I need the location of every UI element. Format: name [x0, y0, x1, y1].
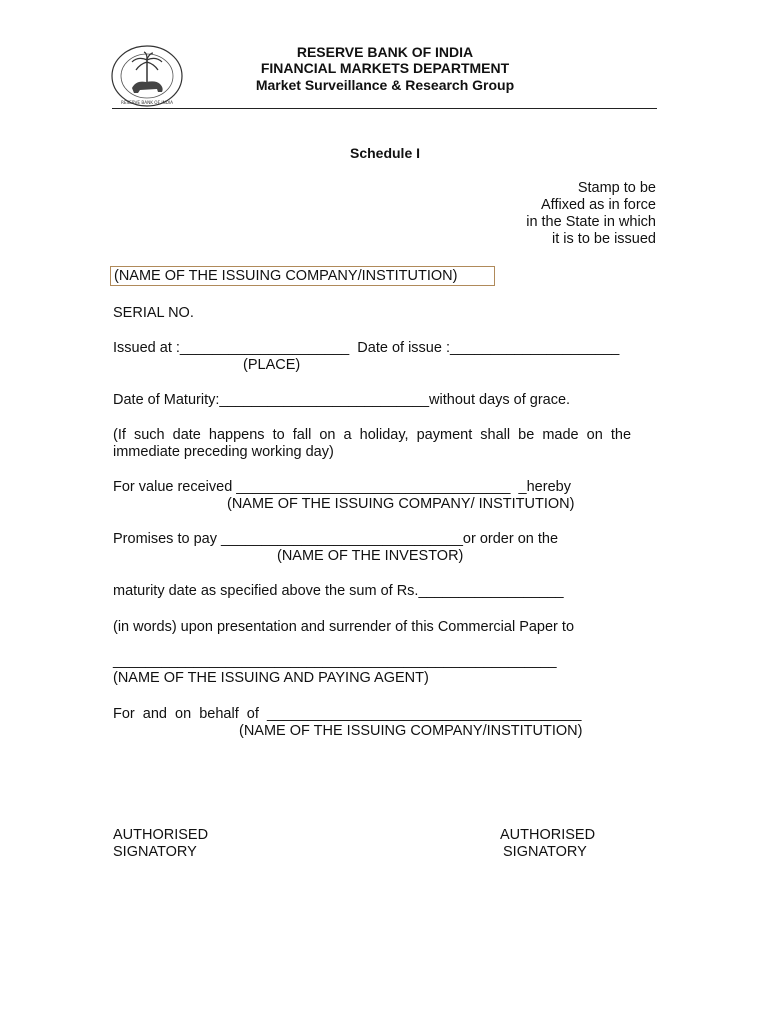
holiday-note-line2: immediate preceding working day) [113, 444, 334, 460]
behalf-line: For and on behalf of _______________________________________ [113, 706, 582, 722]
org-name: RESERVE BANK OF INDIA [296, 44, 474, 60]
issuer-name-box: (NAME OF THE ISSUING COMPANY/INSTITUTION) [110, 266, 495, 286]
group-name: Market Surveillance & Research Group [255, 77, 515, 93]
value-received-label: (NAME OF THE ISSUING COMPANY/ INSTITUTION) [227, 496, 575, 512]
header-divider [112, 108, 657, 109]
agent-label: (NAME OF THE ISSUING AND PAYING AGENT) [113, 670, 429, 686]
value-received-line: For value received __________________________________ _hereby [113, 479, 571, 495]
serial-number-label: SERIAL NO. [113, 305, 194, 321]
maturity-line: Date of Maturity:__________________________without days of grace. [113, 392, 571, 408]
department-name: FINANCIAL MARKETS DEPARTMENT [260, 60, 510, 76]
sum-line: maturity date as specified above the sum of Rs.__________________ [113, 583, 564, 599]
place-label: (PLACE) [243, 357, 301, 373]
words-line: (in words) upon presentation and surrender of this Commercial Paper to [113, 619, 575, 635]
holiday-note-line1: (If such date happens to fall on a holiday, payment shall be made on the [113, 427, 632, 443]
signatory-left-line2: SIGNATORY [113, 844, 197, 860]
page-title: Schedule I [349, 145, 421, 161]
signatory-left-line1: AUTHORISED [113, 827, 209, 843]
signatory-right-line1: AUTHORISED [500, 827, 596, 843]
agent-blank: _______________________________________________________ [113, 653, 557, 669]
signatory-right-line2: SIGNATORY [503, 844, 587, 860]
issued-at-line: Issued at :_____________________ Date of issue :_____________________ [113, 340, 620, 356]
svg-text:RESERVE BANK OF INDIA: RESERVE BANK OF INDIA [120, 100, 174, 105]
investor-label: (NAME OF THE INVESTOR) [277, 548, 464, 564]
stamp-note: Stamp to be Affixed as in force in the State in which it is to be issued [526, 180, 656, 247]
promises-line: Promises to pay ______________________________or order on the [113, 531, 559, 547]
behalf-label: (NAME OF THE ISSUING COMPANY/INSTITUTION) [239, 723, 583, 739]
rbi-seal-logo [110, 44, 184, 108]
